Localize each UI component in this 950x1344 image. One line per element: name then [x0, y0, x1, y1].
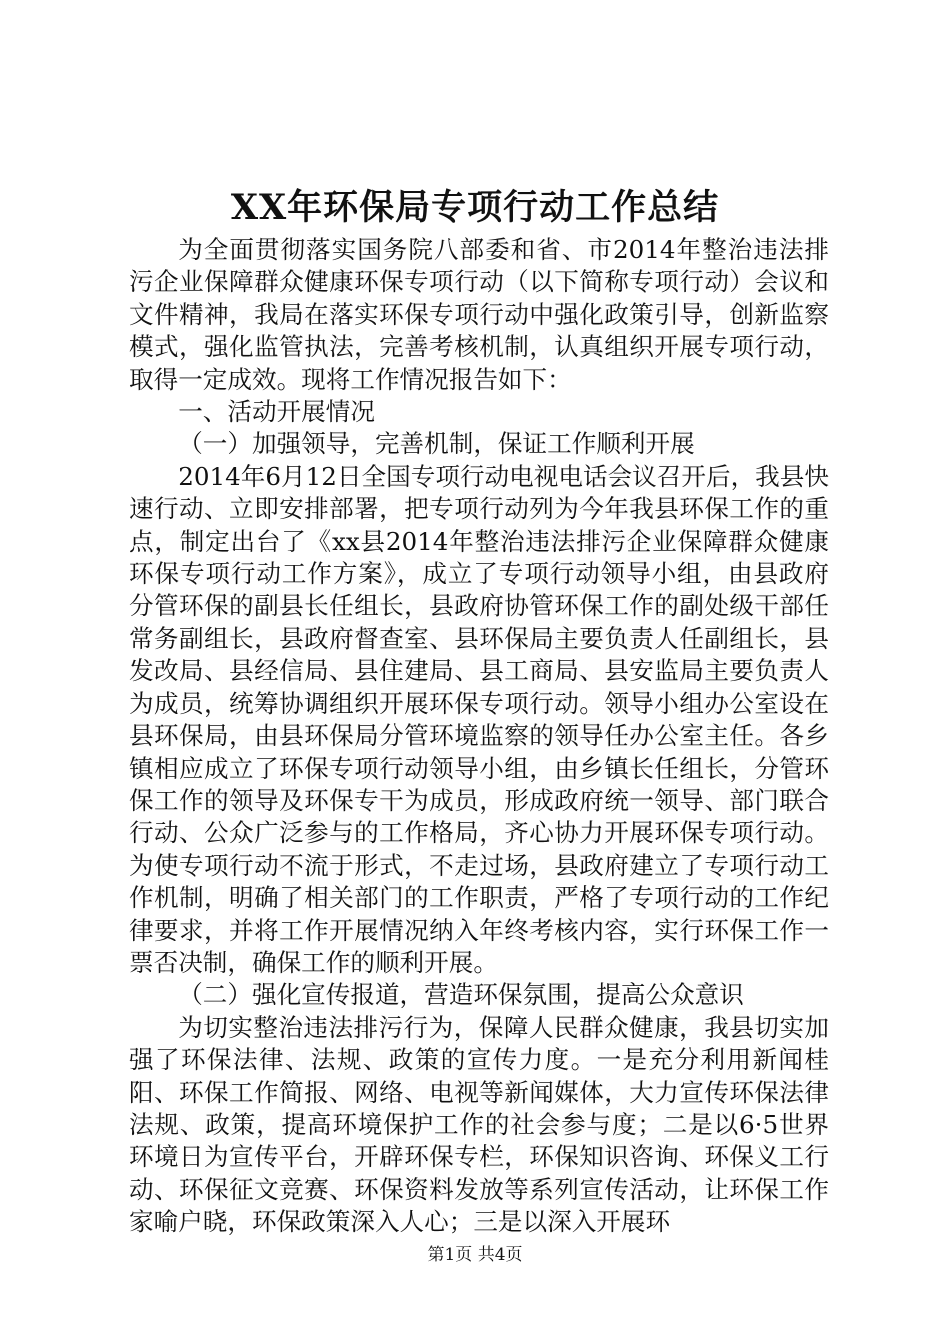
section-heading: 一、活动开展情况 — [178, 397, 375, 427]
page-footer: 第1页 共4页 — [427, 1245, 523, 1265]
subsection-heading: （一）加强领导，完善机制，保证工作顺利开展 — [178, 429, 695, 459]
intro-paragraph: 为全面贯彻落实国务院八部委和省、市2014年整治违法排污企业保障群众健康环保专项行动（以下简称专项行动）会议和文件精神，我局在落实环保专项行动中强化政策引导，创新监察模式，强化监管执法，完善考核机制，认真组织开展专项行动，取得一定成效。现将工作情况报告如下： — [129, 235, 829, 394]
body-paragraph: 为切实整治违法排污行为，保障人民群众健康，我县切实加强了环保法律、法规、政策的宣传力度。一是充分利用新闻桂阳、环保工作简报、网络、电视等新闻媒体，大力宣传环保法律法规、政策，提高环境保护工作的社会参与度；二是以6·5世界环境日为宣传平台，开辟环保专栏，环保知识咨询、环保义工行动、环保征文竞赛、环保资料发放等系列宣传活动，让环保工作家喻户晓，环保政策深入人心；三是以深入开展环 — [129, 1012, 829, 1237]
document-title: XX年环保局专项行动工作总结 — [230, 187, 720, 228]
subsection-heading: （二）强化宣传报道，营造环保氛围，提高公众意识 — [178, 980, 744, 1010]
document-body — [129, 234, 829, 1239]
body-paragraph: 2014年6月12日全国专项行动电视电话会议召开后，我县快速行动、立即安排部署，把专项行动列为今年我县环保工作的重点，制定出台了《xx县2014年整治违法排污企业保障群众健康环保专项行动工作方案》，成立了专项行动领导小组，由县政府分管环保的副县长任组长，县政府协管环保工作的副处级干部任常务副组长，县政府督查室、县环保局主要负责人任副组长，县发改局、县经信局、县住建局、县工商局、县安监局主要负责人为成员，统筹协调组织开展环保专项行动。领导小组办公室设在县环保局，由县环保局分管环境监察的领导任办公室主任。各乡镇相应成立了环保专项行动领导小组，由乡镇长任组长，分管环保工作的领导及环保专干为成员，形成政府统一领导、部门联合行动、公众广泛参与的工作格局，齐心协力开展环保专项行动。为使专项行动不流于形式，不走过场，县政府建立了专项行动工作机制，明确了相关部门的工作职责，严格了专项行动的工作纪律要求，并将工作开展情况纳入年终考核内容，实行环保工作一票否决制，确保工作的顺利开展。 — [129, 461, 829, 977]
